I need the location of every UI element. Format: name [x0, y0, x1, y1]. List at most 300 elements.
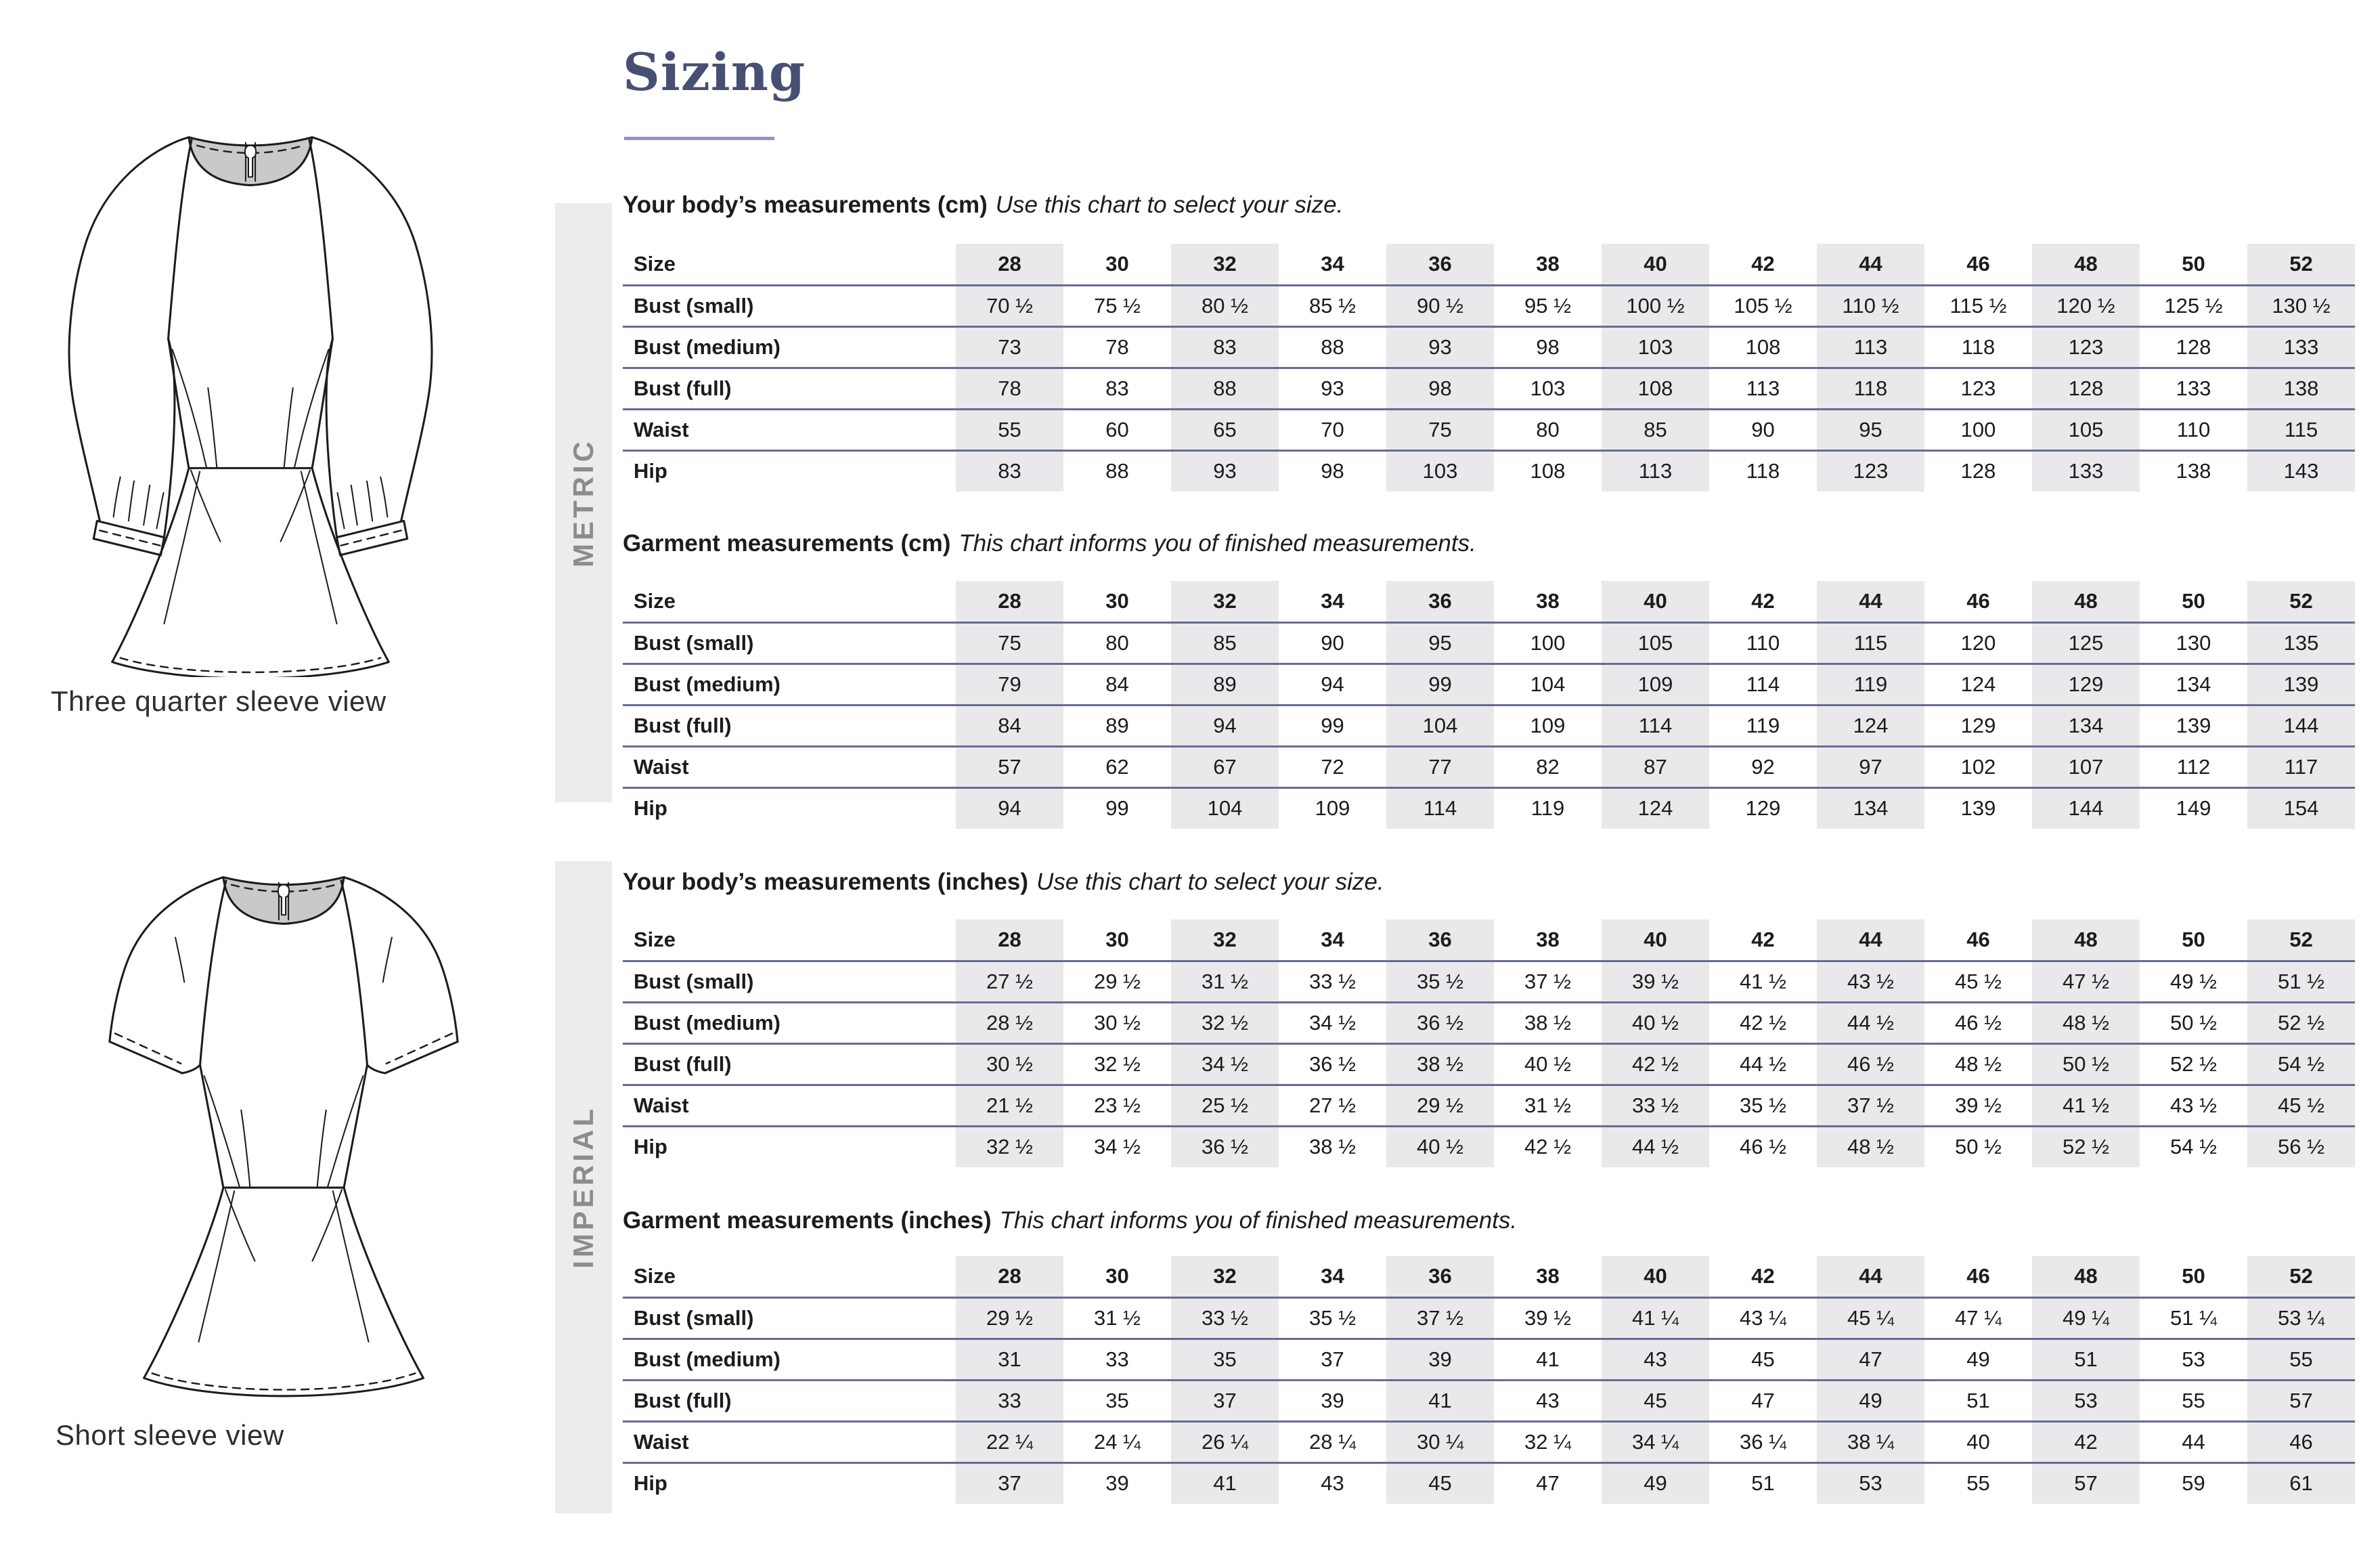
measurement-value: 55: [1966, 1471, 1990, 1496]
measurement-value: 23 ½: [1094, 1093, 1141, 1117]
size-header: 28: [956, 1256, 1063, 1297]
size-header: 48: [2032, 1256, 2140, 1297]
measurement-value: 53: [2032, 1380, 2140, 1421]
measurement-value: 57: [2247, 1380, 2355, 1421]
size-header: 42: [1751, 1263, 1775, 1288]
measurement-value: 51: [1966, 1388, 1990, 1412]
measurement-value: 29 ½: [956, 1297, 1063, 1339]
measurement-value: 89: [1105, 713, 1129, 737]
measurement-value: 39 ½: [1955, 1093, 2002, 1117]
measurement-value: 102: [1960, 754, 1996, 779]
measurement-value: 33: [956, 1380, 1063, 1421]
size-header: 34: [1321, 927, 1344, 951]
measurement-value: 32 ¼: [1524, 1429, 1571, 1454]
measurement-value: 52 ½: [2247, 1002, 2355, 1043]
measurement-label: Waist: [634, 1093, 689, 1117]
size-header: 50: [2182, 927, 2205, 951]
size-header: 48: [2032, 919, 2140, 961]
size-header: 32: [1171, 919, 1279, 961]
measurement-value: 65: [1171, 409, 1279, 450]
measurement-value: 36 ¼: [1740, 1429, 1786, 1454]
measurement-value: 128: [2176, 334, 2211, 359]
measurement-value: 43: [1321, 1471, 1344, 1496]
measurement-value: 139: [2176, 713, 2211, 737]
measurement-value: 89: [1171, 664, 1279, 705]
measurement-value: 48 ½: [1955, 1051, 2002, 1076]
measurement-value: 75: [956, 622, 1063, 664]
measurement-value: 98: [1321, 459, 1344, 483]
section-heading-bold: Garment measurements (cm): [623, 530, 951, 557]
measurement-value: 53: [2182, 1347, 2205, 1371]
measurement-value: 80: [1105, 630, 1129, 655]
measurement-value: 46 ½: [1955, 1010, 2002, 1035]
measurement-value: 138: [2247, 368, 2355, 409]
size-header: 40: [1602, 244, 1709, 285]
measurement-value: 99: [1386, 664, 1494, 705]
measurement-value: 100: [1960, 417, 1996, 441]
measurement-label: Bust (full): [634, 1388, 732, 1412]
measurement-value: 56 ½: [2247, 1126, 2355, 1167]
body-measurements-inches-table: [623, 919, 2355, 1167]
measurement-value: 154: [2247, 787, 2355, 829]
measurement-value: 93: [1321, 376, 1344, 400]
measurement-value: 27 ½: [956, 961, 1063, 1002]
measurement-value: 109: [1602, 664, 1709, 705]
measurement-value: 32 ½: [1171, 1002, 1279, 1043]
measurement-value: 49: [1602, 1462, 1709, 1504]
measurement-value: 119: [1746, 713, 1780, 737]
measurement-value: 44 ½: [1602, 1126, 1709, 1167]
measurement-value: 125 ½: [2164, 293, 2223, 318]
measurement-value: 40 ½: [1524, 1051, 1571, 1076]
measurement-value: 100: [1530, 630, 1566, 655]
measurement-label: Bust (full): [634, 713, 732, 737]
size-header: 50: [2182, 1263, 2205, 1288]
measurement-value: 38 ½: [1386, 1043, 1494, 1085]
measurement-label: Bust (small): [634, 630, 754, 655]
measurement-value: 37: [956, 1462, 1063, 1504]
measurement-value: 112: [2176, 754, 2211, 779]
measurement-value: 110: [2176, 417, 2211, 441]
measurement-value: 51: [1751, 1471, 1775, 1496]
measurement-row: [623, 787, 2355, 829]
section-heading-italic: This chart informs you of finished measurements.: [999, 1207, 1518, 1234]
measurement-value: 43: [1536, 1388, 1560, 1412]
measurement-row: [623, 1462, 2355, 1504]
measurement-label: Hip: [634, 796, 667, 821]
measurement-value: 119: [1530, 796, 1565, 821]
measurement-value: 103: [1530, 376, 1566, 400]
measurement-value: 55: [956, 409, 1063, 450]
measurement-value: 35: [1171, 1339, 1279, 1380]
size-header: 50: [2182, 251, 2205, 276]
measurement-value: 103: [1602, 326, 1709, 368]
measurement-row: [623, 664, 2355, 705]
size-header: 48: [2032, 581, 2140, 622]
measurement-value: 49 ¼: [2032, 1297, 2140, 1339]
measurement-value: 25 ½: [1171, 1085, 1279, 1126]
measurement-value: 143: [2247, 450, 2355, 492]
measurement-value: 53: [1817, 1462, 1924, 1504]
measurement-value: 82: [1536, 754, 1560, 779]
size-header: 42: [1751, 927, 1775, 951]
measurement-value: 93: [1171, 450, 1279, 492]
size-header: 52: [2247, 1256, 2355, 1297]
measurement-value: 59: [2182, 1471, 2205, 1496]
measurement-value: 94: [956, 787, 1063, 829]
measurement-value: 114: [1602, 705, 1709, 746]
measurement-value: 98: [1386, 368, 1494, 409]
measurement-value: 39: [1321, 1388, 1344, 1412]
measurement-value: 61: [2247, 1462, 2355, 1504]
measurement-value: 45: [1386, 1462, 1494, 1504]
page-title: Sizing: [623, 42, 806, 102]
size-header: 46: [1966, 251, 1990, 276]
measurement-value: 41 ½: [2032, 1085, 2140, 1126]
measurement-value: 37 ½: [1524, 969, 1571, 993]
size-header: 52: [2247, 581, 2355, 622]
size-header: 30: [1105, 588, 1129, 613]
measurement-row: [623, 1126, 2355, 1167]
measurement-value: 129: [2032, 664, 2140, 705]
measurement-value: 130 ½: [2247, 285, 2355, 326]
measurement-value: 130: [2176, 630, 2211, 655]
size-header: 44: [1817, 919, 1924, 961]
measurement-value: 44 ½: [1740, 1051, 1786, 1076]
measurement-value: 109: [1530, 713, 1566, 737]
measurement-value: 114: [1746, 672, 1780, 696]
measurement-value: 36 ½: [1171, 1126, 1279, 1167]
size-header: 38: [1536, 588, 1560, 613]
measurement-value: 54 ½: [2247, 1043, 2355, 1085]
size-header: 28: [956, 919, 1063, 961]
measurement-row: [623, 705, 2355, 746]
size-header: 40: [1602, 1256, 1709, 1297]
measurement-value: 35 ½: [1309, 1305, 1356, 1330]
measurement-value: 32 ½: [956, 1126, 1063, 1167]
measurement-value: 39 ½: [1602, 961, 1709, 1002]
measurement-value: 133: [2032, 450, 2140, 492]
size-column-label: Size: [634, 1263, 676, 1288]
three-quarter-sleeve-caption: Three quarter sleeve view: [51, 685, 387, 717]
measurement-value: 45 ¼: [1817, 1297, 1924, 1339]
measurement-value: 52 ½: [2170, 1051, 2217, 1076]
measurement-value: 48 ½: [1817, 1126, 1924, 1167]
measurement-value: 120: [1960, 630, 1996, 655]
measurement-value: 92: [1751, 754, 1775, 779]
measurement-value: 88: [1171, 368, 1279, 409]
measurement-value: 34 ½: [1094, 1135, 1141, 1159]
measurement-value: 24 ¼: [1094, 1429, 1141, 1454]
measurement-row: [623, 368, 2355, 409]
measurement-value: 134: [2176, 672, 2211, 696]
measurement-value: 28 ¼: [1309, 1429, 1356, 1454]
measurement-value: 33 ½: [1309, 969, 1356, 993]
section-heading-body-inches: [623, 869, 1384, 896]
size-header-row: [623, 244, 2355, 285]
measurement-value: 36 ½: [1386, 1002, 1494, 1043]
measurement-value: 43 ½: [1817, 961, 1924, 1002]
measurement-label: Bust (small): [634, 969, 754, 993]
measurement-value: 105 ½: [1734, 293, 1792, 318]
measurement-value: 50 ½: [1955, 1135, 2002, 1159]
measurement-value: 31 ½: [1094, 1305, 1141, 1330]
measurement-value: 43: [1602, 1339, 1709, 1380]
measurement-value: 31 ½: [1524, 1093, 1571, 1117]
measurement-value: 72: [1321, 754, 1344, 779]
measurement-value: 104: [1386, 705, 1494, 746]
size-header: 38: [1536, 251, 1560, 276]
size-header: 36: [1386, 1256, 1494, 1297]
measurement-label: Bust (medium): [634, 334, 780, 359]
size-header: 32: [1171, 581, 1279, 622]
measurement-value: 83: [956, 450, 1063, 492]
measurement-value: 32 ½: [1094, 1051, 1141, 1076]
measurement-value: 67: [1171, 746, 1279, 787]
measurement-row: [623, 622, 2355, 664]
measurement-row: [623, 961, 2355, 1002]
measurement-value: 77: [1386, 746, 1494, 787]
measurement-row: [623, 1297, 2355, 1339]
section-heading-italic: Use this chart to select your size.: [1036, 869, 1384, 895]
size-header: 36: [1386, 581, 1494, 622]
measurement-value: 27 ½: [1309, 1093, 1356, 1117]
measurement-value: 99: [1105, 796, 1129, 821]
measurement-value: 41: [1171, 1462, 1279, 1504]
measurement-value: 118: [1961, 334, 1996, 359]
measurement-value: 124: [1602, 787, 1709, 829]
measurement-value: 38 ½: [1524, 1010, 1571, 1035]
measurement-value: 50 ½: [2170, 1010, 2217, 1035]
measurement-row: [623, 285, 2355, 326]
measurement-value: 108: [1602, 368, 1709, 409]
measurement-value: 36 ½: [1309, 1051, 1356, 1076]
size-header: 28: [956, 581, 1063, 622]
measurement-value: 144: [2032, 787, 2140, 829]
measurement-value: 120 ½: [2032, 285, 2140, 326]
measurement-value: 128: [1960, 459, 1996, 483]
measurement-label: Waist: [634, 417, 689, 441]
measurement-value: 85: [1171, 622, 1279, 664]
size-header: 44: [1817, 244, 1924, 285]
measurement-value: 139: [2247, 664, 2355, 705]
measurement-value: 133: [2247, 326, 2355, 368]
measurement-value: 45: [1751, 1347, 1775, 1371]
measurement-label: Bust (medium): [634, 672, 780, 696]
measurement-value: 26 ¼: [1171, 1421, 1279, 1462]
measurement-value: 47: [1817, 1339, 1924, 1380]
measurement-row: [623, 450, 2355, 492]
size-column-label: Size: [634, 588, 676, 613]
measurement-value: 123: [1817, 450, 1924, 492]
size-header-row: [623, 919, 2355, 961]
measurement-value: 70: [1321, 417, 1344, 441]
measurement-value: 62: [1105, 754, 1129, 779]
measurement-label: Bust (small): [634, 1305, 754, 1330]
measurement-value: 22 ¼: [956, 1421, 1063, 1462]
measurement-value: 90 ½: [1386, 285, 1494, 326]
measurement-value: 113: [1602, 450, 1709, 492]
size-header: 52: [2247, 919, 2355, 961]
size-header: 28: [956, 244, 1063, 285]
section-heading-italic: This chart informs you of finished measurements.: [958, 530, 1476, 557]
measurement-label: Hip: [634, 459, 667, 483]
measurement-value: 80 ½: [1171, 285, 1279, 326]
measurement-value: 41 ¼: [1602, 1297, 1709, 1339]
measurement-label: Hip: [634, 1135, 667, 1159]
measurement-value: 34 ¼: [1602, 1421, 1709, 1462]
measurement-value: 60: [1105, 417, 1129, 441]
measurement-value: 45 ½: [1955, 969, 2002, 993]
measurement-value: 115 ½: [1949, 293, 2007, 318]
measurement-value: 41: [1386, 1380, 1494, 1421]
imperial-label: IMPERIAL: [567, 1106, 599, 1269]
title-underline: [624, 137, 774, 140]
measurement-value: 93: [1386, 326, 1494, 368]
measurement-value: 47: [1536, 1471, 1560, 1496]
measurement-value: 50 ½: [2032, 1043, 2140, 1085]
measurement-value: 105: [2032, 409, 2140, 450]
measurement-value: 42 ½: [1602, 1043, 1709, 1085]
measurement-row: [623, 1085, 2355, 1126]
measurement-value: 37 ½: [1386, 1297, 1494, 1339]
measurement-value: 113: [1746, 376, 1780, 400]
measurement-value: 125: [2032, 622, 2140, 664]
measurement-value: 37: [1321, 1347, 1344, 1371]
measurement-value: 43 ¼: [1740, 1305, 1786, 1330]
measurement-value: 39 ½: [1524, 1305, 1571, 1330]
measurement-value: 104: [1171, 787, 1279, 829]
measurement-value: 55: [2247, 1339, 2355, 1380]
measurement-value: 49: [1966, 1347, 1990, 1371]
body-measurements-cm-table: [623, 244, 2355, 492]
measurement-value: 29 ½: [1094, 969, 1141, 993]
measurement-value: 109: [1315, 796, 1350, 821]
measurement-value: 117: [2247, 746, 2355, 787]
measurement-value: 38 ½: [1309, 1135, 1356, 1159]
measurement-value: 47: [1751, 1388, 1775, 1412]
size-header: 48: [2032, 244, 2140, 285]
measurement-label: Bust (medium): [634, 1347, 780, 1371]
measurement-value: 129: [1745, 796, 1781, 821]
measurement-value: 33: [1105, 1347, 1129, 1371]
measurement-value: 73: [956, 326, 1063, 368]
metric-sidebar: [555, 203, 612, 802]
size-column-label: Size: [634, 251, 676, 276]
section-heading-bold: Garment measurements (inches): [623, 1207, 992, 1234]
measurement-value: 38 ¼: [1817, 1421, 1924, 1462]
section-heading-bold: Your body’s measurements (cm): [623, 192, 988, 218]
measurement-value: 37 ½: [1817, 1085, 1924, 1126]
measurement-value: 107: [2032, 746, 2140, 787]
size-header: 50: [2182, 588, 2205, 613]
size-header: 34: [1321, 251, 1344, 276]
size-header: 40: [1602, 919, 1709, 961]
measurement-value: 43 ½: [2170, 1093, 2217, 1117]
measurement-value: 110: [1746, 630, 1780, 655]
measurement-value: 55: [2182, 1388, 2205, 1412]
measurement-label: Waist: [634, 1429, 689, 1454]
measurement-value: 88: [1321, 334, 1344, 359]
measurement-value: 95 ½: [1524, 293, 1571, 318]
measurement-label: Hip: [634, 1471, 667, 1496]
measurement-value: 144: [2247, 705, 2355, 746]
measurement-value: 45 ½: [2247, 1085, 2355, 1126]
measurement-value: 90: [1321, 630, 1344, 655]
measurement-row: [623, 409, 2355, 450]
measurement-value: 85 ½: [1309, 293, 1356, 318]
measurement-value: 39: [1105, 1471, 1129, 1496]
measurement-value: 51 ½: [2247, 961, 2355, 1002]
measurement-row: [623, 746, 2355, 787]
size-header: 40: [1602, 581, 1709, 622]
measurement-value: 124: [1817, 705, 1924, 746]
measurement-value: 118: [1817, 368, 1924, 409]
measurement-value: 85: [1602, 409, 1709, 450]
measurement-label: Bust (medium): [634, 1010, 780, 1035]
measurement-value: 44: [2182, 1429, 2205, 1454]
measurement-value: 95: [1817, 409, 1924, 450]
measurement-value: 42 ½: [1740, 1010, 1786, 1035]
metric-label: METRIC: [567, 438, 599, 567]
three-quarter-sleeve-view-illustration: [24, 95, 477, 677]
measurement-value: 108: [1530, 459, 1566, 483]
measurement-label: Bust (small): [634, 293, 754, 318]
size-header: 42: [1751, 251, 1775, 276]
measurement-value: 47 ¼: [1955, 1305, 2002, 1330]
short-sleeve-caption: Short sleeve view: [56, 1419, 284, 1451]
measurement-value: 108: [1745, 334, 1781, 359]
size-header: 32: [1171, 1256, 1279, 1297]
measurement-value: 28 ½: [956, 1002, 1063, 1043]
size-header-row: [623, 1256, 2355, 1297]
measurement-value: 104: [1530, 672, 1566, 696]
measurement-row: [623, 326, 2355, 368]
size-header: 30: [1105, 927, 1129, 951]
measurement-value: 95: [1386, 622, 1494, 664]
measurement-value: 21 ½: [956, 1085, 1063, 1126]
size-header: 30: [1105, 251, 1129, 276]
measurement-value: 138: [2176, 459, 2211, 483]
measurement-value: 80: [1536, 417, 1560, 441]
measurement-value: 44 ½: [1817, 1002, 1924, 1043]
measurement-value: 35 ½: [1740, 1093, 1786, 1117]
measurement-value: 51: [2032, 1339, 2140, 1380]
measurement-value: 31: [956, 1339, 1063, 1380]
size-header: 36: [1386, 244, 1494, 285]
measurement-row: [623, 1421, 2355, 1462]
measurement-label: Bust (full): [634, 1051, 732, 1076]
measurement-value: 84: [1105, 672, 1129, 696]
measurement-value: 49 ½: [2170, 969, 2217, 993]
measurement-value: 39: [1386, 1339, 1494, 1380]
size-header-row: [623, 581, 2355, 622]
measurement-value: 46: [2247, 1421, 2355, 1462]
short-sleeve-view-illustration: [78, 842, 489, 1414]
measurement-value: 119: [1817, 664, 1924, 705]
measurement-value: 45: [1602, 1380, 1709, 1421]
measurement-row: [623, 1002, 2355, 1043]
measurement-value: 134: [2032, 705, 2140, 746]
size-header: 46: [1966, 1263, 1990, 1288]
measurement-value: 94: [1321, 672, 1344, 696]
measurement-value: 46 ½: [1817, 1043, 1924, 1085]
measurement-value: 33 ½: [1171, 1297, 1279, 1339]
section-heading-garment-cm: [623, 530, 1476, 557]
measurement-value: 34 ½: [1171, 1043, 1279, 1085]
size-header: 30: [1105, 1263, 1129, 1288]
measurement-value: 129: [1960, 713, 1996, 737]
